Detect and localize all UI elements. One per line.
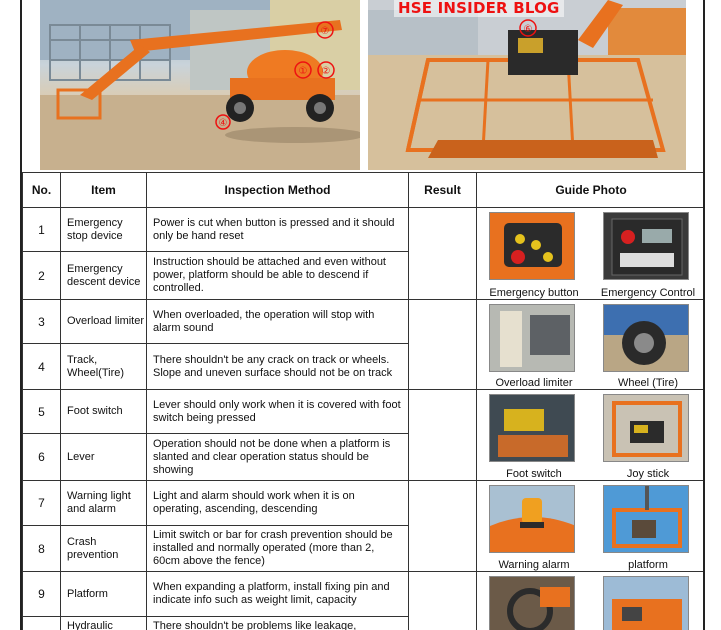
guide-caption: Overload limiter bbox=[495, 377, 573, 389]
guide-photo-emergency-control bbox=[591, 208, 705, 300]
table-header-row bbox=[23, 173, 706, 208]
guide-photo-joy-stick bbox=[591, 390, 705, 481]
row-result[interactable] bbox=[409, 300, 477, 390]
boom-lift-photo bbox=[40, 0, 360, 170]
row-method: There shouldn't be problems like leakage, bbox=[147, 617, 409, 630]
platform-basket-illustration bbox=[368, 0, 686, 170]
platform-icon bbox=[604, 486, 689, 553]
guide-photo-pair-1 bbox=[477, 208, 706, 300]
row-item: Warning light and alarm bbox=[61, 481, 147, 526]
marker-6: ⑥ bbox=[523, 24, 533, 35]
row-item: Hydraulic bbox=[61, 617, 147, 630]
guide-photo-platform bbox=[591, 481, 705, 572]
row-item: Track, Wheel(Tire) bbox=[61, 344, 147, 390]
col-header-method: Inspection Method bbox=[147, 173, 409, 208]
row-number: 9 bbox=[23, 572, 61, 617]
row-number: 7 bbox=[23, 481, 61, 526]
row-item: Overload limiter bbox=[61, 300, 147, 344]
row-number: 1 bbox=[23, 208, 61, 252]
row-item: Emergency stop device bbox=[61, 208, 147, 252]
boom-lift-illustration bbox=[40, 0, 360, 170]
table-row bbox=[23, 572, 706, 617]
row-number: 4 bbox=[23, 344, 61, 390]
guide-caption: Warning alarm bbox=[498, 559, 570, 571]
guide-photo-foot-switch bbox=[477, 390, 591, 481]
col-header-item: Item bbox=[61, 173, 147, 208]
warning-alarm-icon bbox=[490, 486, 575, 553]
row-number: 2 bbox=[23, 252, 61, 300]
marker-4: ④ bbox=[218, 118, 228, 129]
guide-caption: platform bbox=[628, 559, 668, 571]
row-result[interactable] bbox=[409, 572, 477, 630]
emergency-control-icon bbox=[604, 213, 689, 280]
row-item: Foot switch bbox=[61, 390, 147, 434]
guide-photo-partial-right bbox=[591, 572, 705, 630]
guide-caption: Joy stick bbox=[626, 468, 670, 480]
guide-photo-partial-left bbox=[477, 572, 591, 630]
boom-photo-icon bbox=[604, 577, 689, 630]
table-row bbox=[23, 208, 706, 252]
guide-caption: Wheel (Tire) bbox=[617, 377, 679, 389]
row-method: When overloaded, the operation will stop with alarm sound bbox=[147, 300, 409, 344]
joy-stick-icon bbox=[604, 395, 689, 462]
row-method: Lever should only work when it is covered with foot switch being pressed bbox=[147, 390, 409, 434]
platform-basket-photo bbox=[368, 0, 686, 170]
emergency-button-icon bbox=[490, 213, 575, 280]
row-item: Lever bbox=[61, 434, 147, 481]
guide-photo-wheel bbox=[591, 300, 705, 390]
row-result[interactable] bbox=[409, 208, 477, 300]
col-header-guide-photo: Guide Photo bbox=[477, 173, 706, 208]
guide-caption: Emergency button bbox=[489, 287, 579, 299]
row-method: Power is cut when button is pressed and it should only be hand reset bbox=[147, 208, 409, 252]
row-result[interactable] bbox=[409, 481, 477, 572]
guide-caption: Emergency Control bbox=[600, 287, 696, 299]
guide-photo-pair-4 bbox=[477, 481, 706, 572]
row-method: There shouldn't be any crack on track or wheels. Slope and uneven surface should not be on track bbox=[147, 344, 409, 390]
row-method: When expanding a platform, install fixing pin and indicate info such as weight limit, capacity bbox=[147, 572, 409, 617]
row-item: Emergency descent device bbox=[61, 252, 147, 300]
row-number: 3 bbox=[23, 300, 61, 344]
row-item: Crash prevention bbox=[61, 526, 147, 572]
row-result[interactable] bbox=[409, 390, 477, 481]
hydraulic-photo-icon bbox=[490, 577, 575, 630]
row-number: 6 bbox=[23, 434, 61, 481]
table-row bbox=[23, 481, 706, 526]
row-item: Platform bbox=[61, 572, 147, 617]
row-number: 8 bbox=[23, 526, 61, 572]
wheel-tire-icon bbox=[604, 305, 689, 372]
overload-limiter-icon bbox=[490, 305, 575, 372]
document-frame bbox=[20, 0, 705, 630]
col-header-no: No. bbox=[23, 173, 61, 208]
row-method: Light and alarm should work when it is on operating, ascending, descending bbox=[147, 481, 409, 526]
marker-7: ⑦ bbox=[320, 26, 330, 37]
guide-photo-emergency-button bbox=[477, 208, 591, 300]
table-row bbox=[23, 390, 706, 434]
row-method: Instruction should be attached and even without power, platform should be able to descend if controlled. bbox=[147, 252, 409, 300]
blog-watermark-title: HSE INSIDER BLOG bbox=[394, 0, 564, 17]
col-header-result: Result bbox=[409, 173, 477, 208]
table-row bbox=[23, 300, 706, 344]
guide-caption: Foot switch bbox=[506, 468, 562, 480]
foot-switch-icon bbox=[490, 395, 575, 462]
guide-photo-pair-3 bbox=[477, 390, 706, 481]
row-method: Operation should not be done when a platform is slanted and clear operation status should be showing bbox=[147, 434, 409, 481]
guide-photo-overload-limiter bbox=[477, 300, 591, 390]
row-number: 5 bbox=[23, 390, 61, 434]
row-method: Limit switch or bar for crash prevention should be installed and normally operated (more than 2, 60cm above the fence) bbox=[147, 526, 409, 572]
guide-photo-pair-2 bbox=[477, 300, 706, 390]
guide-photo-pair-5 bbox=[477, 572, 706, 630]
marker-2: ② bbox=[321, 66, 331, 77]
guide-photo-warning-alarm bbox=[477, 481, 591, 572]
inspection-table bbox=[22, 172, 705, 630]
marker-1: ① bbox=[298, 66, 308, 77]
row-number bbox=[23, 617, 61, 630]
